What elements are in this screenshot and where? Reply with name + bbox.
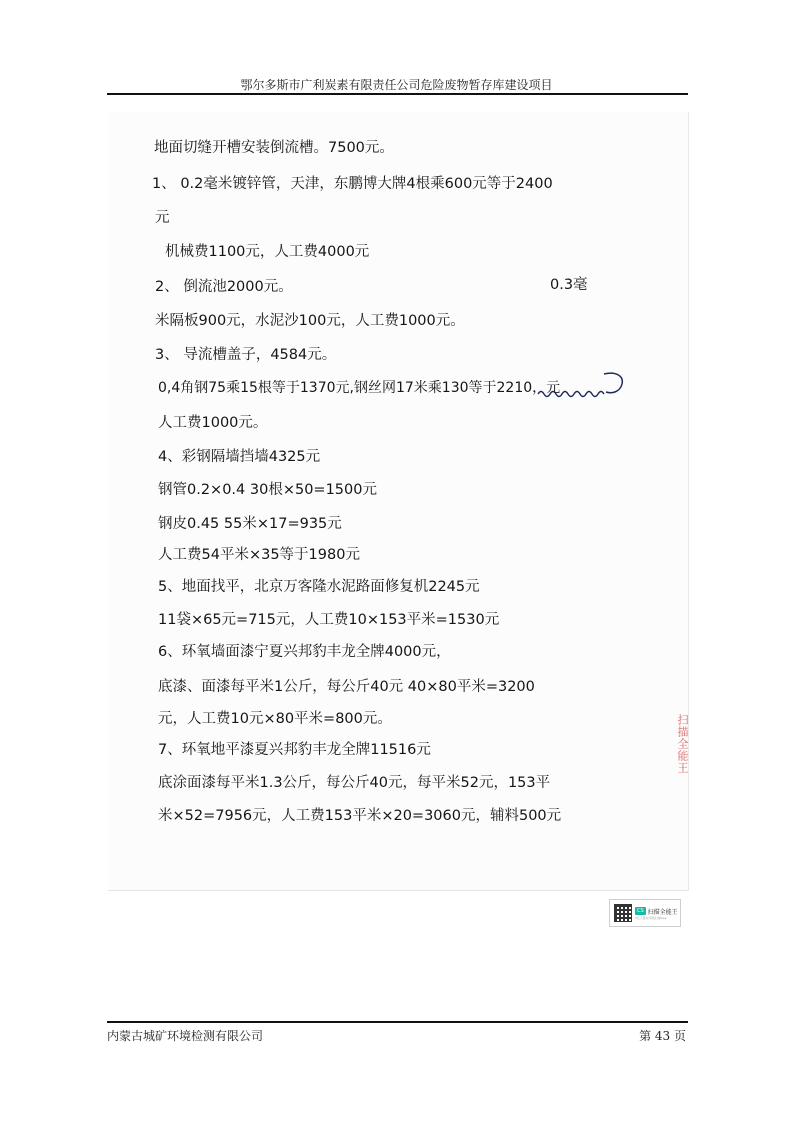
scan-line: 4、彩钢隔墙挡墙4325元 <box>158 449 321 465</box>
scan-line: 元，人工费10元×80平米=800元。 <box>158 711 392 727</box>
footer-rule <box>107 1021 688 1023</box>
footer-company: 内蒙古城矿环境检测有限公司 <box>107 1029 264 1043</box>
handwritten-circle <box>598 370 626 398</box>
scan-line: 米隔板900元，水泥沙100元，人工费1000元。 <box>155 313 465 329</box>
header-rule <box>107 93 688 95</box>
badge-name: 扫描全能王 <box>647 908 678 916</box>
scan-line: 钢管0.2×0.4 30根×50=1500元 <box>158 482 377 498</box>
scan-line: 人工费54平米×35等于1980元 <box>158 547 360 563</box>
scan-line: 钢皮0.45 55米×17=935元 <box>158 516 342 532</box>
scan-line: 人工费1000元。 <box>158 415 268 431</box>
scan-line: 机械费1100元，人工费4000元 <box>165 244 370 260</box>
scan-line: 底漆、面漆每平米1公斤，每公斤40元 40×80平米=3200 <box>158 679 535 695</box>
scan-line: 地面切缝开槽安装倒流槽。7500元。 <box>154 140 394 156</box>
margin-note: 0.3毫 <box>550 277 588 293</box>
qr-code-icon <box>614 904 632 922</box>
scanner-badge <box>609 899 681 927</box>
scan-line: 2、 倒流池2000元。 <box>155 279 293 295</box>
camscanner-logo-icon: CS <box>637 908 644 914</box>
scan-line: 1、 0.2毫米镀锌管，天津，东鹏博大牌4根乘600元等于2400 <box>152 176 553 192</box>
scan-line: 3、 导流槽盖子，4584元。 <box>155 347 337 363</box>
badge-subtitle: 3亿人都在用的扫描App <box>635 915 667 920</box>
scan-line: 7、环氧地平漆夏兴邦豹丰龙全牌11516元 <box>158 742 431 758</box>
scan-line: 米×52=7956元，人工费153平米×20=3060元，辅料500元 <box>158 808 562 824</box>
scanned-page <box>108 112 689 891</box>
scanner-watermark: 扫描全能王 <box>676 714 689 774</box>
scan-line: 5、地面找平，北京万客隆水泥路面修复机2245元 <box>158 579 480 595</box>
header-title: 鄂尔多斯市广利炭素有限责任公司危险废物暂存库建设项目 <box>240 78 553 92</box>
scan-line: 6、环氧墙面漆宁夏兴邦豹丰龙全牌4000元， <box>158 644 451 660</box>
scan-line: 底涂面漆每平米1.3公斤，每公斤40元，每平米52元，153平 <box>158 775 551 791</box>
handwritten-underline <box>536 388 606 400</box>
scan-line: 0,4角钢75乘15根等于1370元,钢丝网17米乘130等于2210，元 <box>158 380 561 396</box>
page-number: 第 43 页 <box>639 1029 686 1043</box>
scan-line: 元 <box>155 210 170 226</box>
scan-line: 11袋×65元=715元，人工费10×153平米=1530元 <box>158 612 500 628</box>
